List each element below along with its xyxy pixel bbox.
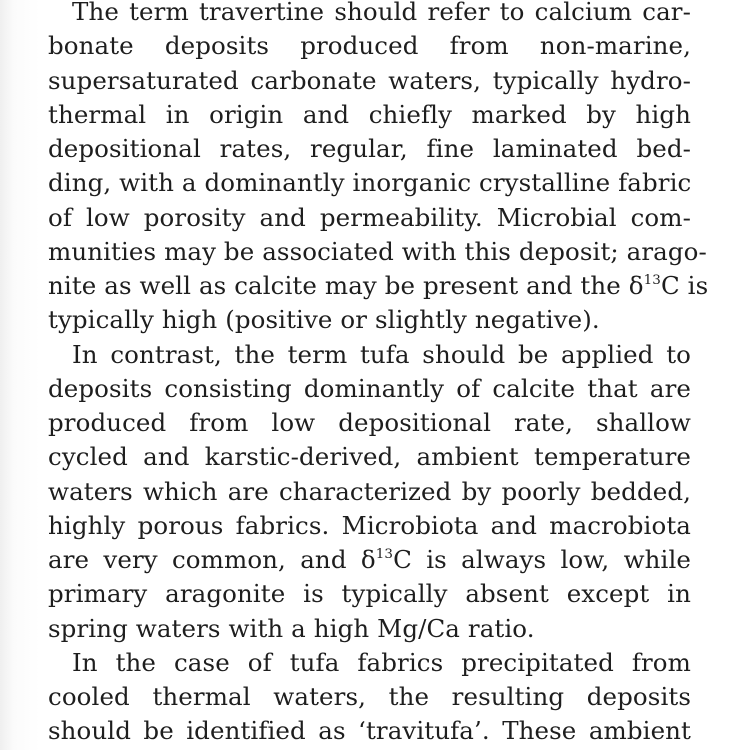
text-line: supersaturated carbonate waters, typically hydro- (48, 65, 691, 95)
text-line: munities may be associated with this deposit; arago- (48, 236, 707, 266)
text-fragment: nite as well as calcite may be present and the δ (48, 271, 644, 300)
isotope-superscript: 13 (643, 271, 661, 288)
text-line: primary aragonite is typically absent except in (48, 579, 691, 609)
text-line: cycled and karstic-derived, ambient temperature (48, 442, 691, 472)
text-line: In contrast, the term tufa should be applied to (72, 339, 691, 369)
text-line: In the case of tufa fabrics precipitated from (72, 647, 691, 677)
text-line: The term travertine should refer to calcium car- (72, 0, 691, 26)
text-line: bonate deposits produced from non-marine, (48, 31, 691, 61)
body-text (48, 0, 709, 749)
text-fragment: C is (660, 271, 709, 300)
text-line: spring waters with a high Mg/Ca ratio. (48, 613, 535, 643)
text-line: thermal in origin and chiefly marked by high (48, 99, 691, 129)
text-line: deposits consisting dominantly of calcite that are (48, 373, 691, 403)
text-fragment: C is always low, while (393, 545, 691, 574)
text-line: produced from low depositional rate, shallow (48, 408, 691, 437)
text-line: highly porous fabrics. Microbiota and macrobiota (48, 510, 691, 540)
paragraph-travertine-definition (48, 0, 709, 338)
text-fragment: are very common, and δ (48, 545, 376, 574)
text-line-with-isotope (48, 269, 709, 303)
text-line: cooled thermal waters, the resulting deposits (48, 682, 691, 711)
text-line: of low porosity and permeability. Microbial com- (48, 202, 691, 232)
paragraph-travitufa (48, 646, 691, 749)
text-line-with-isotope (48, 543, 691, 577)
text-line: typically high (positive or slightly negative). (48, 305, 600, 335)
text-line: waters which are characterized by poorly bedded, (48, 476, 691, 506)
text-line: should be identified as ‘travitufa’. These ambient (48, 716, 691, 746)
isotope-superscript: 13 (375, 545, 394, 562)
text-line: depositional rates, regular, fine laminated bed- (48, 134, 691, 163)
paragraph-tufa-definition (48, 338, 691, 646)
text-line: ding, with a dominantly inorganic crystalline fabric (48, 168, 692, 198)
